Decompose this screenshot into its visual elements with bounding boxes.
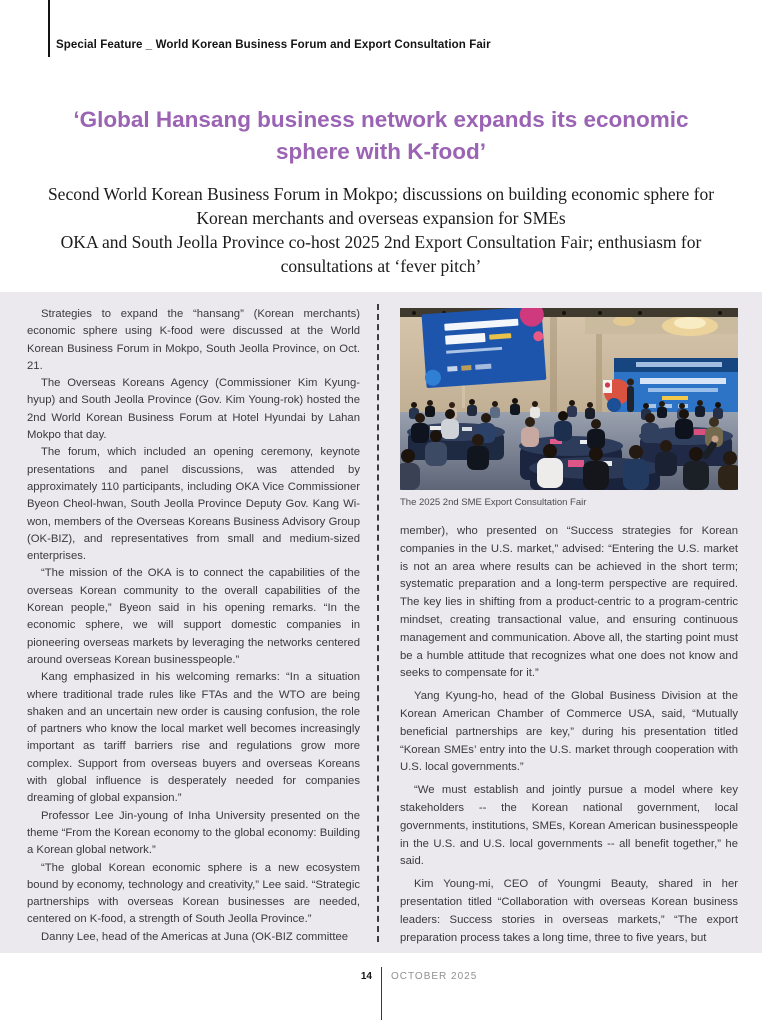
article-right-column bbox=[400, 308, 738, 952]
article-paragraph: member), who presented on “Success strategies for Korean companies in the U.S. market,” advised: “Entering the U.S. market is not an area where results can be achieved in the short term; systematic preparation and a long-term perspective are required. The key lies in shifting from a product-centric to a program-centric mindset, creating transactional value, and ensuring continuous management and communication. Above all, the starting point must be a humble attitude that recognizes what one does not know and seeks to compensate for it.” bbox=[400, 525, 738, 680]
article-paragraph: Strategies to expand the “hansang” (Korean merchants) economic sphere using K-food were discussed at the World Korean Business Forum in Mokpo, South Jeolla Province, on Oct. 21. bbox=[27, 308, 360, 372]
subtitle-line-2: OKA and South Jeolla Province co-host 2025 2nd Export Consultation Fair; enthusiasm for consultations at ‘fever pitch’ bbox=[60, 232, 702, 277]
forum-banner bbox=[420, 308, 548, 388]
article-paragraph: Danny Lee, head of the Americas at Juna (OK-BIZ committee bbox=[41, 930, 349, 943]
page-number: 14 bbox=[360, 971, 372, 982]
subtitle bbox=[28, 182, 734, 279]
article-paragraph: “The mission of the OKA is to connect the capabilities of the overseas Korean community to the overall capabilities of the Korean people,” Byeon said in his opening remarks. “In the economic sphere, we will support domestic companies in pioneering overseas markets by leveraging the networks centered around overseas Korean businesspeople.” bbox=[27, 567, 360, 666]
photo-caption: The 2025 2nd SME Export Consultation Fair bbox=[400, 497, 587, 508]
footer-divider bbox=[381, 967, 382, 1020]
right-column-text bbox=[400, 523, 738, 947]
issue-label: OCTOBER 2025 bbox=[391, 971, 478, 982]
article-paragraph: Professor Lee Jin-young of Inha University presented on the theme “From the Korean economy to the global economy: Building a Korean global network.” bbox=[27, 809, 360, 857]
subtitle-line-1: Second World Korean Business Forum in Mokpo; discussions on building economic sphere for Korean merchants and overseas expansion for SMEs bbox=[47, 184, 715, 229]
page-title: ‘Global Hansang business network expands its economic sphere with K-food’ bbox=[73, 107, 689, 164]
article-left-column bbox=[27, 306, 360, 946]
kicker: Special Feature _ World Korean Business Forum and Export Consultation Fair bbox=[56, 39, 491, 51]
forum-photo bbox=[400, 308, 738, 490]
article-paragraph: The forum, which included an opening ceremony, keynote presentations and panel discussions, was attended by approximately 110 participants, including OKA Vice Commissioner Byeon Cheol-hwan, South Jeolla Province Deputy Gov. Kang Wi-won, members of the Overseas Koreans Business Advisory Group (OK-BIZ), and representatives from small and medium-sized enterprises. bbox=[27, 446, 360, 563]
article-paragraph: Kang emphasized in his welcoming remarks: “In a situation where traditional trade rules like FTAs and the WTO are being shaken and an uncertain new order is causing confusion, the role of partners who know the local market well becomes increasingly important as tariff barriers rise and regulations grow more complex. Support from overseas buyers and overseas Koreans with global influence is desperately needed for companies dreaming of global expansion.” bbox=[27, 671, 360, 805]
article-paragraph: The Overseas Koreans Agency (Commissioner Kim Kyung-hyup) and South Jeolla Province (Gov. Kim Young-rok) hosted the 2nd World Korean Business Forum at Hotel Hyundai by Lahan Mokpo that day. bbox=[27, 377, 360, 442]
article-paragraph: “We must establish and jointly pursue a model where key stakeholders -- the Korean national government, local governments, institutions, SMEs, Korean American businesspeople in the U.S. and U.S. local governments -- all benefit together,” he said. bbox=[400, 784, 738, 868]
article-paragraph: Yang Kyung-ho, head of the Global Business Division at the Korean American Chamber of Commerce USA, said, “Mutually beneficial partnerships are key,” during his presentation titled “Korean SMEs’ entry into the U.S. market through cooperation with U.S. local governments.” bbox=[400, 690, 738, 774]
kicker-rule bbox=[48, 0, 50, 57]
article-paragraph: Kim Young-mi, CEO of Youngmi Beauty, shared in her presentation titled “Collaboration with overseas Korean business leaders: Success stories in overseas markets,” “The export preparation process takes a long time, three to five years, but bbox=[400, 878, 738, 944]
article-paragraph: “The global Korean economic sphere is a new ecosystem bound by economy, technology and creativity,” Lee said. “Strategic partnerships with overseas Korean businesses are needed, centered on K-food, a strength of South Jeolla Province.” bbox=[27, 861, 360, 926]
column-divider bbox=[377, 304, 379, 942]
